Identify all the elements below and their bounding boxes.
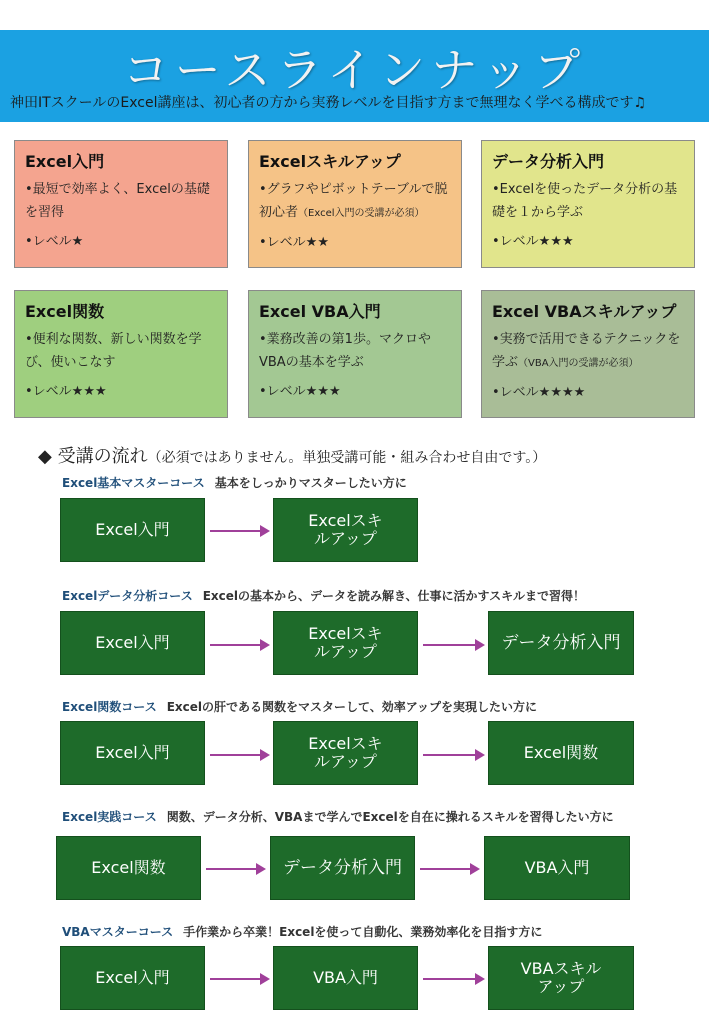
flow-step-box: Excel入門	[60, 611, 205, 675]
course-level: •レベル★★★	[259, 384, 341, 399]
course-card-excel-intro	[14, 140, 228, 268]
course-card-excel-functions	[14, 290, 228, 418]
flow-arrow	[423, 754, 483, 756]
flow-step-box: Excelスキルアップ	[273, 721, 418, 785]
course-level: •レベル★★★	[25, 384, 107, 399]
course-description: •Excelを使ったデータ分析の基礎を１から学ぶ	[492, 182, 678, 220]
flow-heading-note: （必須ではありません。単独受講可能・組み合わせ自由です。）	[147, 450, 547, 466]
flow-heading-text: ◆ 受講の流れ	[38, 446, 148, 467]
course-level: •レベル★★★	[492, 234, 574, 249]
path-label	[62, 698, 537, 715]
flow-heading	[38, 442, 546, 468]
course-title: データ分析入門	[492, 152, 605, 171]
path-description: Excelの基本から、データを読み解き、仕事に活かすスキルまで習得！	[202, 589, 585, 603]
course-card-data-analysis	[481, 140, 695, 268]
path-label	[62, 587, 585, 604]
course-description: •実務で活用できるテクニックを学ぶ	[492, 332, 681, 370]
flow-arrow	[423, 978, 483, 980]
flow-arrow	[210, 644, 268, 646]
course-level: •レベル★★	[259, 235, 329, 250]
path-label	[62, 808, 672, 826]
page-subtitle: 神田ITスクールのExcel講座は、初心者の方から実務レベルを目指す方まで無理なく学べる構成です♫	[10, 95, 647, 111]
flow-step-box: VBAスキルアップ	[488, 946, 634, 1010]
path-description: 手作業から卒業！Excelを使って自動化、業務効率化を目指す方に	[183, 925, 543, 939]
flow-step-box: Excel関数	[488, 721, 634, 785]
flow-arrow	[423, 644, 483, 646]
course-title: Excel関数	[25, 302, 105, 321]
flow-arrow	[210, 530, 268, 532]
flow-arrow	[210, 754, 268, 756]
course-card-vba-intro	[248, 290, 462, 418]
path-label	[62, 923, 542, 940]
course-card-vba-skillup	[481, 290, 695, 418]
flow-step-box: VBA入門	[484, 836, 630, 900]
path-name: Excel基本マスターコース	[62, 476, 205, 490]
course-title: Excel VBAスキルアップ	[492, 302, 677, 321]
path-name: VBAマスターコース	[62, 925, 174, 939]
flow-step-box: Excel入門	[60, 721, 205, 785]
course-title: Excelスキルアップ	[259, 152, 401, 171]
flow-arrow	[210, 978, 268, 980]
path-description: 関数、データ分析、VBAまで学んでExcelを自在に操れるスキルを習得したい方に	[166, 810, 614, 824]
course-title: Excel入門	[25, 152, 105, 171]
flow-step-box: データ分析入門	[270, 836, 415, 900]
flow-arrow	[206, 868, 264, 870]
path-description: 基本をしっかりマスターしたい方に	[214, 476, 407, 490]
course-description: •グラフやピボットテーブルで脱初心者	[259, 182, 448, 220]
flow-arrow	[420, 868, 478, 870]
flow-step-box: Excel入門	[60, 498, 205, 562]
course-level: •レベル★	[25, 234, 84, 249]
flow-step-box: Excelスキルアップ	[273, 611, 418, 675]
course-level: •レベル★★★★	[492, 385, 586, 400]
path-name: Excel関数コース	[62, 700, 157, 714]
flow-step-box: VBA入門	[273, 946, 418, 1010]
course-description: •便利な関数、新しい関数を学び、使いこなす	[25, 332, 202, 370]
course-title: Excel VBA入門	[259, 302, 381, 321]
course-description: •最短で効率よく、Excelの基礎を習得	[25, 182, 210, 220]
path-label	[62, 474, 407, 491]
flow-step-box: Excel入門	[60, 946, 205, 1010]
course-card-excel-skillup	[248, 140, 462, 268]
path-description: Excelの肝である関数をマスターして、効率アップを実現したい方に	[166, 700, 537, 714]
path-name: Excelデータ分析コース	[62, 589, 193, 603]
path-name: Excel実践コース	[62, 810, 157, 824]
flow-step-box: Excelスキルアップ	[273, 498, 418, 562]
flow-step-box: Excel関数	[56, 836, 201, 900]
header-banner	[0, 30, 709, 122]
course-prerequisite: （VBA入門の受講が必須）	[518, 358, 639, 369]
flow-step-box: データ分析入門	[488, 611, 634, 675]
course-description: •業務改善の第1歩。マクロやVBAの基本を学ぶ	[259, 332, 431, 370]
page-title: コースラインナップ	[122, 43, 587, 97]
course-prerequisite: （Excel入門の受講が必須）	[298, 208, 425, 219]
